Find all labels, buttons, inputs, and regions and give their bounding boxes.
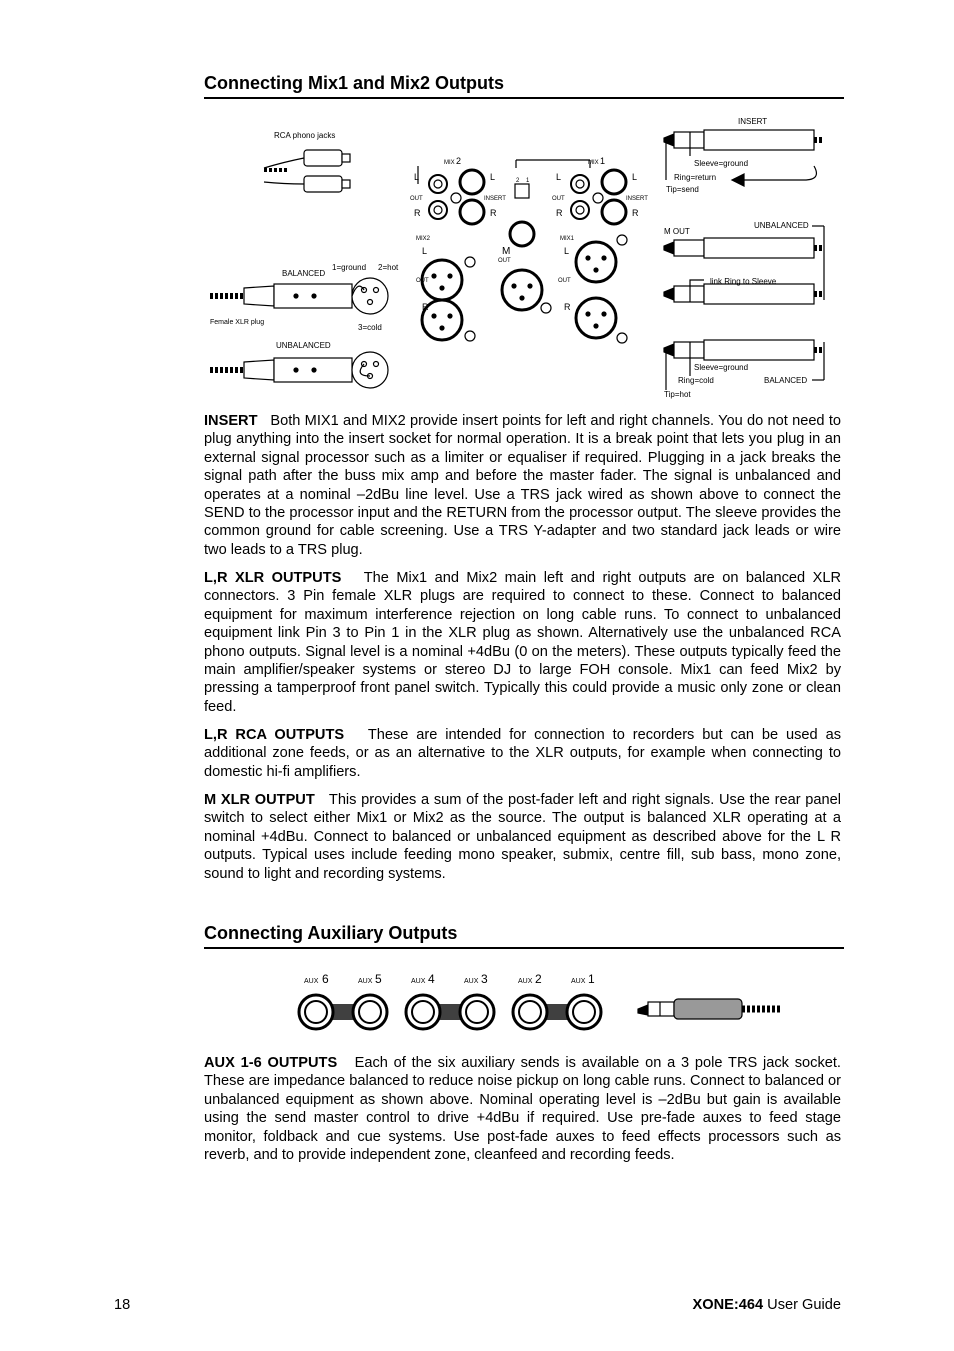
label-unbalanced: UNBALANCED bbox=[276, 341, 331, 350]
label-mix2-R: R bbox=[414, 208, 421, 218]
label-three-cold: 3=cold bbox=[358, 323, 382, 332]
aux3-label-pre: AUX bbox=[464, 978, 479, 985]
label-m: M bbox=[502, 246, 511, 257]
aux1-label-pre: AUX bbox=[571, 978, 586, 985]
aux2-label-num: 2 bbox=[535, 972, 542, 986]
label-mix2-insert: INSERT bbox=[484, 196, 506, 202]
label-m-out-jack: M OUT bbox=[664, 227, 690, 236]
label-mix1-out: OUT bbox=[552, 196, 565, 202]
label-mix1: MIX bbox=[588, 160, 599, 166]
label-balanced: BALANCED bbox=[282, 269, 326, 278]
label-insert: INSERT bbox=[738, 117, 768, 126]
paragraph-text: Each of the six auxiliary sends is available on a 3 pole TRS jack socket. These are impedance balanced to reduce noise pickup on long cable runs. Connect to balanced or unbalanced equipment as shown above. Nominal operating level is –2dBu but gain is available using the send master control to drive +4dBu if required. Use pre-fade auxes to feed stage monitor, foldback and cue systems. Use post-fade auxes to feed effects processors such as reverb, and to provide independent zone, cleanfeed and recording feeds. bbox=[204, 1055, 841, 1164]
label-mix2-L: L bbox=[414, 172, 420, 182]
paragraph-text: These are intended for connection to recorders but can be used as additional zone feeds, or as an alternative to the XLR outputs, for example when connecting to domestic hi-fi amplifiers. bbox=[204, 727, 841, 780]
label-mix1-xlr-out: OUT bbox=[558, 278, 571, 284]
label-one-ground: 1=ground bbox=[332, 263, 367, 272]
label-tip-send: Tip=send bbox=[666, 185, 699, 194]
footer-product: XONE:464 bbox=[692, 1297, 764, 1313]
label-mix2-xlr: MIX2 bbox=[416, 236, 431, 242]
page-number: 18 bbox=[114, 1297, 131, 1313]
label-ring-return: Ring=return bbox=[674, 173, 717, 182]
label-switch-2: 2 bbox=[516, 178, 520, 184]
trs-jack-unbalanced-icon bbox=[664, 226, 824, 304]
label-female-xlr-plug: Female XLR plug bbox=[210, 319, 265, 326]
xlr-plug-unbalanced-icon bbox=[210, 352, 388, 388]
label-mix2-ins-L: L bbox=[490, 172, 496, 182]
aux2-label-pre: AUX bbox=[518, 978, 533, 985]
paragraph-lead: L,R XLR OUTPUTS bbox=[204, 570, 342, 586]
label-mix2-out: OUT bbox=[410, 196, 423, 202]
label-balanced-right: BALANCED bbox=[764, 376, 808, 385]
paragraph-lead: INSERT bbox=[204, 413, 258, 429]
aux6-label-num: 6 bbox=[322, 972, 329, 986]
aux4-label-num: 4 bbox=[428, 972, 435, 986]
paragraph-lead: M XLR OUTPUT bbox=[204, 792, 315, 808]
label-mix2-xlr-R: R bbox=[422, 302, 429, 312]
label-switch-1: 1 bbox=[526, 178, 530, 184]
aux-jack-pair-2-1 bbox=[513, 995, 601, 1029]
trs-plug-icon bbox=[638, 999, 782, 1019]
label-rca-phono-jacks: RCA phono jacks bbox=[274, 131, 336, 140]
paragraph-lead: L,R RCA OUTPUTS bbox=[204, 727, 345, 743]
label-mix1-R: R bbox=[556, 208, 563, 218]
paragraph-insert bbox=[204, 412, 841, 559]
label-mix1-insert: INSERT bbox=[626, 196, 648, 202]
aux1-label-num: 1 bbox=[588, 972, 595, 986]
paragraph-aux-outputs bbox=[204, 1054, 841, 1164]
paragraph-rca-outputs bbox=[204, 726, 841, 781]
label-sleeve-ground: Sleeve=ground bbox=[694, 159, 749, 168]
aux5-label-num: 5 bbox=[375, 972, 382, 986]
aux-outputs-diagram bbox=[296, 968, 796, 1038]
footer-title bbox=[693, 1297, 841, 1313]
label-mix2-ins-R: R bbox=[490, 208, 497, 218]
xlr-plug-balanced-icon bbox=[210, 278, 388, 314]
paragraph-xlr-outputs bbox=[204, 569, 841, 716]
label-mix1-xlr: MIX1 bbox=[560, 236, 575, 242]
label-tip-hot: Tip=hot bbox=[664, 390, 691, 399]
section-heading-aux-outputs: Connecting Auxiliary Outputs bbox=[204, 923, 844, 949]
rca-plug-icon bbox=[264, 150, 350, 192]
label-mix1-ins-R: R bbox=[632, 208, 639, 218]
mix2-panel bbox=[418, 166, 484, 341]
aux-jack-pair-6-5 bbox=[299, 995, 387, 1029]
paragraph-text: This provides a sum of the post-fader left and right signals. Use the rear panel switch to select either Mix1 or Mix2 as the source. The output is balanced XLR operating at a nominal +4dBu. Connect to balanced or unbalanced equipment as described above for the L R outputs. Typical uses include feeding mono speaker, submix, centre fill, sub bass, mono zone, sound to light and recording systems. bbox=[204, 792, 842, 882]
mix-outputs-diagram bbox=[204, 110, 844, 402]
paragraph-text: Both MIX1 and MIX2 provide insert points for left and right channels. You do not need to plug anything into the insert socket for normal operation. It is a break point that lets you plug in an external signal processor such as a limiter or equaliser if required. Plugging in a jack breaks the signal path after the buss mix amp and before the master fader. The signal is unbalanced and operates at a nominal –2dBu line level. Use a TRS jack wired as shown above to connect the SEND to the processor input and the RETURN from the processor output. The sleeve provides the common ground for cable screening. Use a TRS Y-adapter and two standard jack leads or wire two leads to a TRS plug. bbox=[204, 413, 842, 558]
section-heading-mix-outputs: Connecting Mix1 and Mix2 Outputs bbox=[204, 73, 844, 99]
label-sleeve-ground-2: Sleeve=ground bbox=[694, 363, 749, 372]
label-m-out: OUT bbox=[498, 258, 511, 264]
aux5-label-pre: AUX bbox=[358, 978, 373, 985]
paragraph-text: The Mix1 and Mix2 main left and right outputs are on balanced XLR connectors. 3 Pin female XLR plugs are required to connect to these. Connect to balanced equipment for maximum interference rejection on long cable runs. To connect to unbalanced equipment link Pin 3 to Pin 1 in the XLR plug as shown. Alternatively use the unbalanced RCA phono outputs. Signal level is a nominal +4dBu (0 on the meters). These outputs typically feed the main amplifier/speaker systems or stereo DJ to large FOH console. Mix1 can feed Mix2 by pressing a tamperproof front panel switch. Typically this could provide a music only zone or clean feed. bbox=[204, 570, 841, 715]
label-mix1-xlr-L: L bbox=[564, 246, 570, 256]
label-mix1-xlr-R: R bbox=[564, 302, 571, 312]
paragraph-m-xlr-output bbox=[204, 791, 841, 883]
label-mix1-ins-L: L bbox=[632, 172, 638, 182]
mix1-panel bbox=[571, 170, 627, 343]
aux6-label-pre: AUX bbox=[304, 978, 319, 985]
label-mix2: MIX bbox=[444, 160, 455, 166]
label-mix2-num: 2 bbox=[456, 156, 462, 166]
label-two-hot: 2=hot bbox=[378, 263, 399, 272]
aux4-label-pre: AUX bbox=[411, 978, 426, 985]
aux3-label-num: 3 bbox=[481, 972, 488, 986]
label-link-ring-sleeve: link Ring to Sleeve bbox=[710, 277, 777, 286]
label-mix1-num: 1 bbox=[600, 156, 606, 166]
footer-guide: User Guide bbox=[763, 1297, 841, 1313]
aux-jack-pair-4-3 bbox=[406, 995, 494, 1029]
label-mix2-xlr-L: L bbox=[422, 246, 428, 256]
label-mix2-xlr-out: OUT bbox=[416, 278, 429, 284]
label-ring-cold: Ring=cold bbox=[678, 376, 714, 385]
label-mix1-L: L bbox=[556, 172, 562, 182]
label-unbalanced-right: UNBALANCED bbox=[754, 221, 809, 230]
paragraph-lead: AUX 1-6 OUTPUTS bbox=[204, 1055, 338, 1071]
